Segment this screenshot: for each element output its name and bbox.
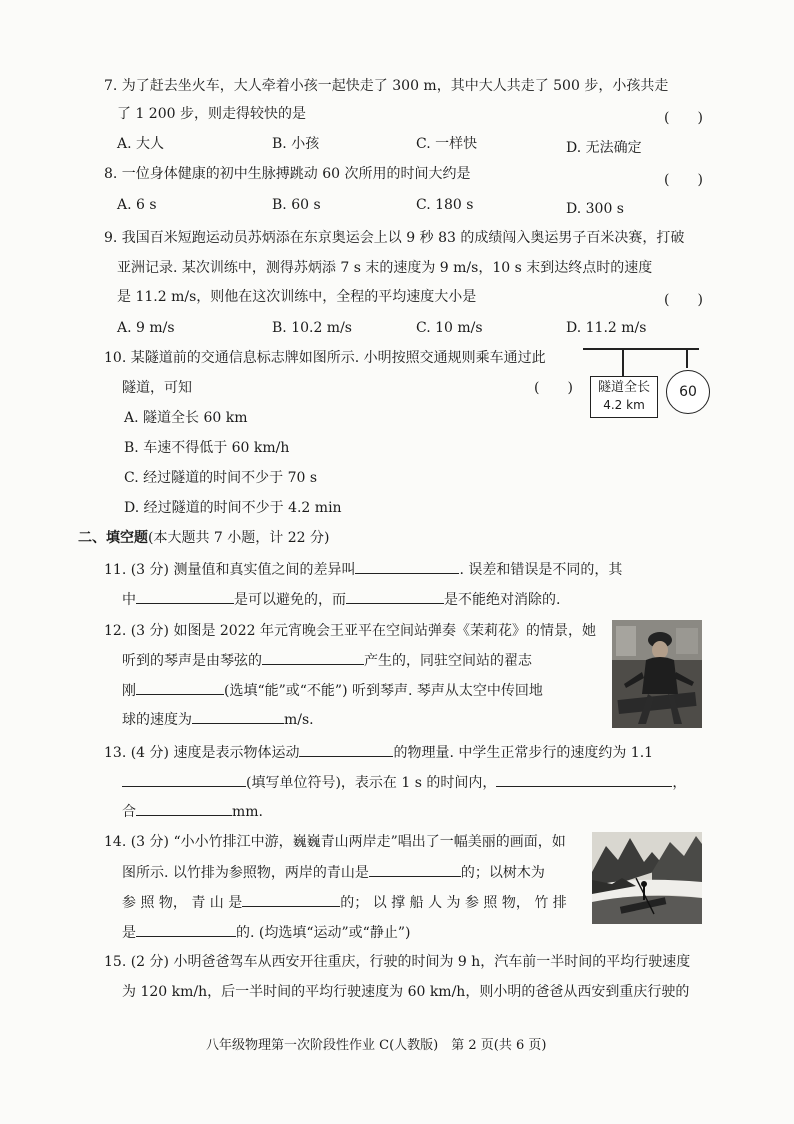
q11-text-a: 11. (3 分) 测量值和真实值之间的差异叫 (104, 562, 356, 578)
q14-line4 (122, 922, 410, 943)
q11-blank-1 (355, 559, 459, 574)
q10-stem-line1: 10. 某隧道前的交通信息标志牌如图所示. 小明按照交通规则乘车通过此 (104, 350, 546, 366)
sign-top-bar (583, 348, 699, 350)
q7-stem-line2: 了 1 200 步，则走得较快的是 (117, 106, 306, 122)
q12-blank-3 (192, 709, 284, 724)
q13-line1 (104, 742, 653, 763)
q13-text-f: mm. (232, 804, 264, 820)
q12-text-d: 刚 (122, 683, 136, 699)
q13-blank-3 (496, 772, 672, 787)
astronaut-guzheng-photo (612, 620, 702, 728)
q12-line4 (122, 709, 314, 730)
q13-line2 (122, 772, 686, 793)
q15-line2: 为 120 km/h，后一半时间的平均行驶速度为 60 km/h，则小明的爸爸从西安到重庆行驶的 (122, 984, 690, 1000)
page-footer: 八年级物理第一次阶段性作业 C(人教版) 第 2 页(共 6 页) (206, 1038, 547, 1053)
q10-option-c: C. 经过隧道的时间不少于 70 s (124, 470, 318, 486)
q10-option-a: A. 隧道全长 60 km (124, 410, 248, 426)
q7-option-c: C. 一样快 (416, 136, 478, 152)
q8-option-b: B. 60 s (272, 197, 321, 213)
q11-text-e: 是不能绝对消除的. (444, 592, 561, 608)
q7-option-a: A. 大人 (117, 136, 165, 152)
section-2-note: (本大题共 7 小题，计 22 分) (148, 530, 330, 546)
q7-option-d: D. 无法确定 (566, 140, 642, 156)
q12-line3 (122, 680, 543, 701)
q15-line1: 15. (2 分) 小明爸爸驾车从西安开往重庆，行驶的时间为 9 h，汽车前一半时间的平均行驶速度 (104, 954, 691, 970)
q11-text-b: . 误差和错误是不同的，其 (459, 562, 623, 578)
section-2-title: 二、填空题 (78, 530, 148, 546)
q8-option-d: D. 300 s (566, 201, 624, 217)
q10-stem-line2: 隧道，可知 (122, 380, 192, 396)
q7-answer-paren: ( ) (664, 110, 703, 126)
q7-stem-line1: 7. 为了赶去坐火车，大人牵着小孩一起快走了 300 m，其中大人共走了 500 步，小孩共走 (104, 78, 669, 94)
q9-option-c: C. 10 m/s (416, 320, 483, 336)
q9-stem-line3: 是 11.2 m/s，则他在这次训练中，全程的平均速度大小是 (117, 289, 477, 305)
q14-blank-2 (242, 892, 340, 907)
q11-text-d: 是可以避免的，而 (234, 592, 346, 608)
q10-option-b: B. 车速不得低于 60 km/h (124, 440, 290, 456)
q9-stem-line1: 9. 我国百米短跑运动员苏炳添在东京奥运会上以 9 秒 83 的成绩闯入奥运男子百米决赛，打破 (104, 230, 685, 246)
q13-blank-1 (299, 742, 393, 757)
q12-blank-2 (136, 680, 224, 695)
q11-text-c: 中 (122, 592, 136, 608)
q14-text-f: 是 (122, 925, 136, 941)
q9-answer-paren: ( ) (664, 292, 703, 308)
q14-line2 (122, 862, 545, 883)
q14-text-c: 的；以树木为 (460, 865, 545, 881)
sign-left-pole (622, 348, 624, 376)
tunnel-length-value: 4.2 km (603, 398, 645, 412)
q13-blank-2 (122, 772, 246, 787)
q8-answer-paren: ( ) (664, 172, 703, 188)
q12-blank-1 (262, 650, 364, 665)
q13-text-d: ， (672, 775, 687, 791)
bamboo-raft-picture (592, 832, 702, 924)
q14-blank-1 (369, 862, 461, 877)
section-2-heading (78, 528, 329, 548)
q14-line3 (122, 892, 567, 913)
q8-option-a: A. 6 s (117, 197, 157, 213)
astronaut-guzheng-image (612, 620, 702, 728)
q10-option-d: D. 经过隧道的时间不少于 4.2 min (124, 500, 342, 516)
q13-line3 (122, 801, 263, 822)
q14-line1: 14. (3 分) “小小竹排江中游，巍巍青山两岸走”唱出了一幅美丽的画面，如 (104, 834, 566, 850)
q9-option-b: B. 10.2 m/s (272, 320, 352, 336)
q12-text-f: 球的速度为 (122, 712, 192, 728)
q8-stem: 8. 一位身体健康的初中生脉搏跳动 60 次所用的时间大约是 (104, 166, 471, 182)
q7-option-b: B. 小孩 (272, 136, 320, 152)
q11-line2 (122, 589, 560, 610)
sign-right-pole (686, 348, 688, 368)
tunnel-length-label: 隧道全长 (597, 380, 650, 395)
q14-text-d: 参 照 物， 青 山 是 (122, 895, 243, 911)
q13-text-c: (填写单位符号)，表示在 1 s 的时间内， (246, 775, 497, 791)
q12-text-g: m/s. (284, 712, 314, 728)
q9-option-a: A. 9 m/s (117, 320, 175, 336)
q14-blank-3 (136, 922, 236, 937)
q14-text-e: 的； 以 撑 船 人 为 参 照 物， 竹 排 (340, 895, 567, 911)
q11-blank-3 (346, 589, 444, 604)
bamboo-raft-image (592, 832, 702, 924)
q12-text-e: (选填“能”或“不能”) 听到琴声. 琴声从太空中传回地 (224, 683, 543, 699)
tunnel-length-sign (590, 376, 658, 418)
q8-option-c: C. 180 s (416, 197, 474, 213)
q13-blank-4 (136, 801, 232, 816)
q13-text-a: 13. (4 分) 速度是表示物体运动 (104, 745, 300, 761)
q14-text-g: 的. (均选填“运动”或“静止”) (236, 925, 411, 941)
speed-limit-sign: 60 (666, 370, 710, 414)
q13-text-b: 的物理量. 中学生正常步行的速度约为 1.1 (393, 745, 654, 761)
q13-text-e: 合 (122, 804, 136, 820)
q12-text-b: 听到的琴声是由琴弦的 (122, 653, 262, 669)
q10-answer-paren: ( ) (534, 380, 573, 396)
q14-text-b: 图所示. 以竹排为参照物，两岸的青山是 (122, 865, 369, 881)
q12-line1: 12. (3 分) 如图是 2022 年元宵晚会王亚平在空间站弹奏《茉莉花》的情景，她 (104, 623, 596, 639)
q12-line2 (122, 650, 532, 671)
q11-line1 (104, 559, 622, 580)
q9-stem-line2: 亚洲记录. 某次训练中，测得苏炳添 7 s 末的速度为 9 m/s，10 s 末到达终点时的速度 (117, 260, 653, 276)
q12-text-c: 产生的，同驻空间站的翟志 (364, 653, 532, 669)
q9-option-d: D. 11.2 m/s (566, 320, 647, 336)
q11-blank-2 (136, 589, 234, 604)
